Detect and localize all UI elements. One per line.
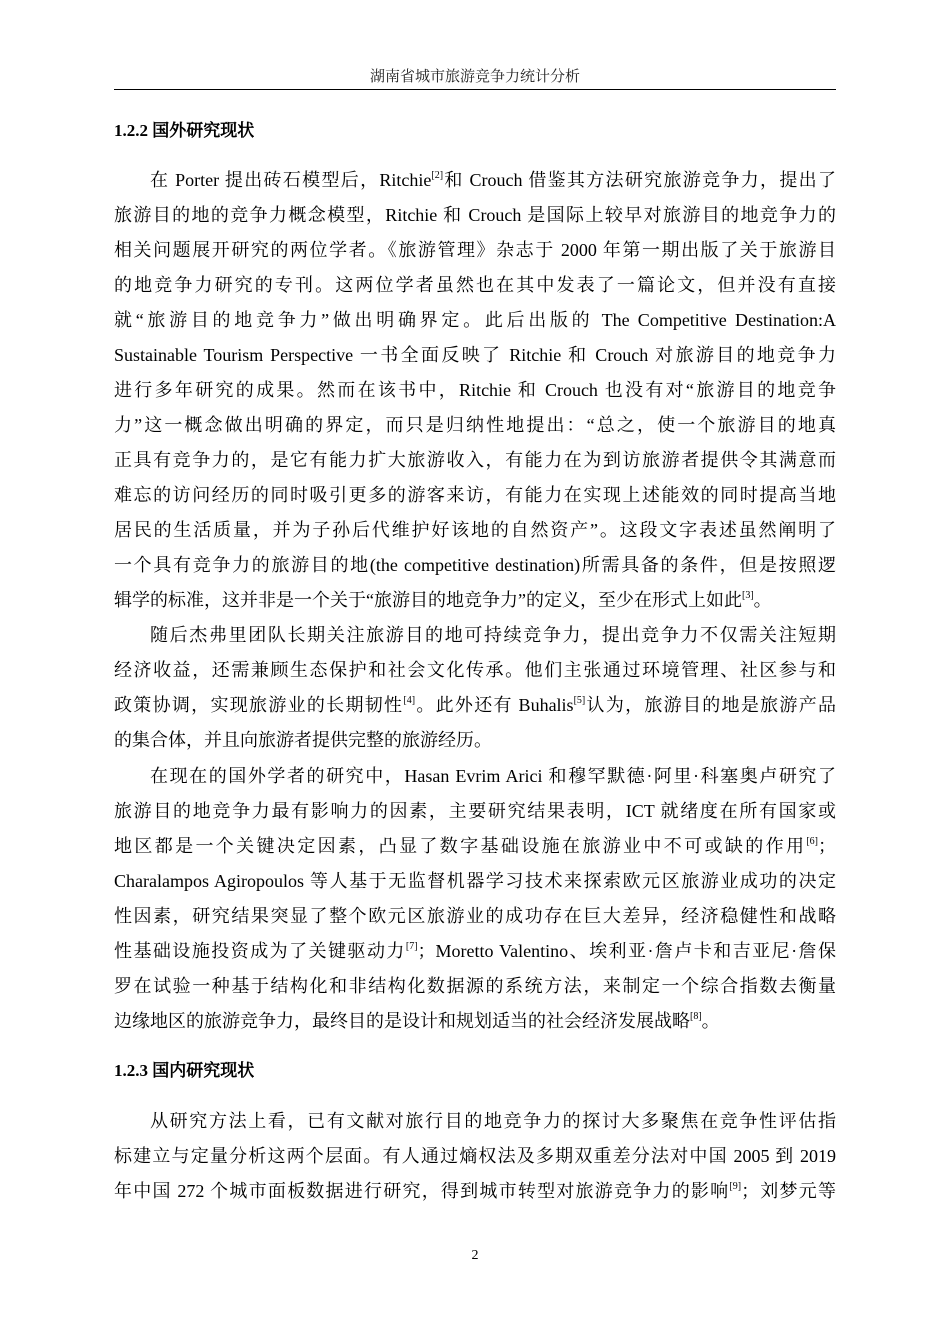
text-line: 地区都是一个关键决定因素，凸显了数字基础设施在旅游业中不可或缺的作用[6]；	[114, 836, 836, 856]
text-line: 经济收益，还需兼顾生态保护和社会文化传承。他们主张通过环境管理、社区参与和	[114, 660, 836, 680]
text-line: 性基础设施投资成为了关键驱动力[7]；Moretto Valentino、埃利亚·詹卢卡和吉亚尼·詹保	[114, 941, 837, 961]
text-line: 的集合体，并且向旅游者提供完整的旅游经历。	[114, 730, 492, 750]
citation-reference: [2]	[431, 170, 444, 181]
text-line: 一个具有竞争力的旅游目的地(the competitive destination)所需具备的条件，但是按照逻	[114, 555, 836, 575]
text-line: 在现在的国外学者的研究中，Hasan Evrim Arici 和穆罕默德·阿里·科塞奥卢研究了	[150, 766, 836, 786]
page-number: 2	[471, 1248, 479, 1263]
text-line: 正具有竞争力的，是它有能力扩大旅游收入，有能力在为到访旅游者提供令其满意而	[114, 450, 836, 470]
text-line: 罗在试验一种基于结构化和非结构化数据源的系统方法，来制定一个综合指数去衡量	[114, 976, 836, 996]
citation-reference: [9]	[729, 1181, 742, 1192]
citation-reference: [4]	[403, 695, 416, 706]
text-line: 政策协调，实现旅游业的长期韧性[4]。此外还有 Buhalis[5]认为，旅游目的地是旅游产品	[114, 695, 836, 715]
text-line: 难忘的访问经历的同时吸引更多的游客来访，有能力在实现上述能效的同时提高当地	[114, 485, 836, 505]
header-rule	[114, 89, 836, 90]
text-line: 辑学的标准，这并非是一个关于“旅游目的地竞争力”的定义，至少在形式上如此[3]。	[114, 590, 772, 610]
citation-reference: [7]	[405, 941, 418, 952]
text-line: 年中国 272 个城市面板数据进行研究，得到城市转型对旅游竞争力的影响[9]；刘梦元等	[114, 1181, 837, 1201]
text-line: 旅游目的地的竞争力概念模型，Ritchie 和 Crouch 是国际上较早对旅游目的地竞争力的	[114, 205, 836, 225]
citation-reference: [5]	[573, 695, 586, 706]
paragraph-sustainable-competitiveness	[114, 618, 836, 758]
text-line: 在 Porter 提出砖石模型后，Ritchie[2]和 Crouch 借鉴其方法研究旅游竞争力，提出了	[150, 170, 836, 190]
citation-reference: [3]	[741, 590, 754, 601]
citation-reference: [6]	[806, 836, 818, 847]
paragraph-ritchie-crouch	[114, 163, 836, 618]
paragraph-domestic-methods	[114, 1104, 836, 1209]
text-line: 相关问题展开研究的两位学者。《旅游管理》杂志于 2000 年第一期出版了关于旅游目	[114, 240, 836, 260]
text-line: 居民的生活质量，并为子孙后代维护好该地的自然资产”。这段文字表述虽然阐明了	[114, 520, 836, 540]
text-line: 力”这一概念做出明确的界定，而只是归纳性地提出：“总之，使一个旅游目的地真	[114, 415, 836, 435]
text-line: 标建立与定量分析这两个层面。有人通过熵权法及多期双重差分法对中国 2005 到 2019	[114, 1146, 836, 1166]
text-line: 进行多年研究的成果。然而在该书中，Ritchie 和 Crouch 也没有对“旅游目的地竞争	[114, 380, 836, 400]
citation-reference: [8]	[690, 1011, 702, 1022]
running-header: 湖南省城市旅游竞争力统计分析	[369, 69, 580, 85]
text-line: 性因素，研究结果突显了整个欧元区旅游业的成功存在巨大差异，经济稳健性和战略	[114, 906, 836, 926]
text-line: 边缘地区的旅游竞争力，最终目的是设计和规划适当的社会经济发展战略[8]。	[114, 1011, 720, 1031]
text-line: Sustainable Tourism Perspective 一书全面反映了 Ritchie 和 Crouch 对旅游目的地竞争力	[114, 345, 836, 365]
section-heading-domestic-research: 1.2.3 国内研究现状	[114, 1061, 255, 1080]
paragraph-current-foreign-scholars	[114, 759, 836, 1039]
text-line: 就“旅游目的地竞争力”做出明确界定。此后出版的 The Competitive Destination:A	[114, 310, 836, 330]
text-line: Charalampos Agiropoulos 等人基于无监督机器学习技术来探索欧元区旅游业成功的决定	[114, 871, 836, 891]
section-heading-foreign-research: 1.2.2 国外研究现状	[114, 121, 255, 140]
text-line: 的地竞争力研究的专刊。这两位学者虽然也在其中发表了一篇论文，但并没有直接	[114, 275, 836, 295]
text-line: 旅游目的地竞争力最有影响力的因素，主要研究结果表明，ICT 就绪度在所有国家或	[114, 801, 836, 821]
text-line: 从研究方法上看，已有文献对旅行目的地竞争力的探讨大多聚焦在竞争性评估指	[150, 1111, 836, 1131]
text-line: 随后杰弗里团队长期关注旅游目的地可持续竞争力，提出竞争力不仅需关注短期	[150, 625, 836, 645]
